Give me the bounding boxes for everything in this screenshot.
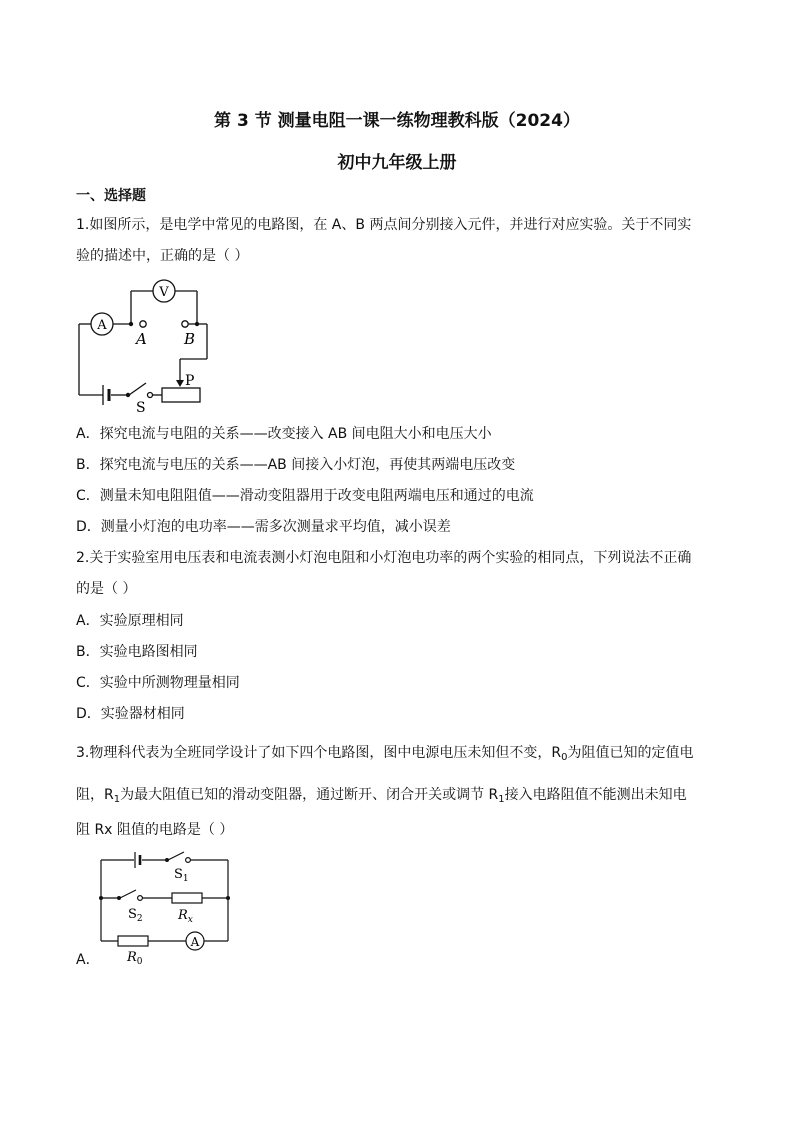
rx-label: $R_x$ [178,908,193,925]
q2-option-c: C．实验中所测物理量相同 [76,675,240,691]
q1-option-d: D．测量小灯泡的电功率——需多次测量求平均值，减小误差 [76,519,451,535]
page-title: 第 3 节 测量电阻一课一练物理教科版（2024） [214,111,580,131]
q1-stem-line1: 1.如图所示，是电学中常见的电路图，在 A、B 两点间分别接入元件，并进行对应实验。关于不同实 [76,217,692,233]
q1-option-b: B．探究电流与电压的关系——AB 间接入小灯泡，再使其两端电压改变 [76,457,516,473]
q3-stem-line2: 阻，$R_1$为最大阻值已知的滑动变阻器，通过断开、闭合开关或调节 $R_1$接入电路阻值不能测出未知电 [76,787,687,805]
ammeter-label: A [97,318,107,333]
point-b-label: B [184,330,196,348]
ammeter-label: A [190,935,200,949]
section-heading: 一、选择题 [76,188,146,204]
rx-resistor-symbol [172,893,202,903]
r0-label: $R_0$ [127,950,143,967]
q2-stem-line1: 2.关于实验室用电压表和电流表测小灯泡电阻和小灯泡电功率的两个实验的相同点，下列说法不正确 [76,550,692,566]
page-subtitle: 初中九年级上册 [337,153,457,173]
q2-option-d: D．实验器材相同 [76,706,185,722]
s1-label: $S_1$ [174,867,189,884]
switch-label: S [136,400,146,416]
slider-label: P [185,373,195,389]
q2-stem-line2: 的是（ ） [76,581,137,597]
q1-option-a: A．探究电流与电阻的关系——改变接入 AB 间电阻大小和电压大小 [76,426,492,442]
q1-option-c: C．测量未知电阻阻值——滑动变阻器用于改变电阻两端电压和通过的电流 [76,488,534,504]
q3-stem-line1: 3.物理科代表为全班同学设计了如下四个电路图，图中电源电压未知但不变，$R_0$为阻值已知的定值电 [76,745,694,763]
r0-resistor-symbol [118,936,148,946]
q3-option-a-circuit [98,846,238,970]
q1-circuit-diagram [74,276,234,416]
rheostat-symbol [162,388,200,402]
q2-option-a: A．实验原理相同 [76,613,184,629]
voltmeter-label: V [159,285,169,300]
point-a-label: A [136,330,147,348]
q3-stem-line3: 阻 Rx 阻值的电路是（ ） [76,822,234,838]
s2-label: $S_2$ [128,907,143,924]
q1-stem-line2: 验的描述中，正确的是（ ） [76,248,249,264]
q3-option-a-label: A． [76,952,100,968]
q2-option-b: B．实验电路图相同 [76,644,198,660]
